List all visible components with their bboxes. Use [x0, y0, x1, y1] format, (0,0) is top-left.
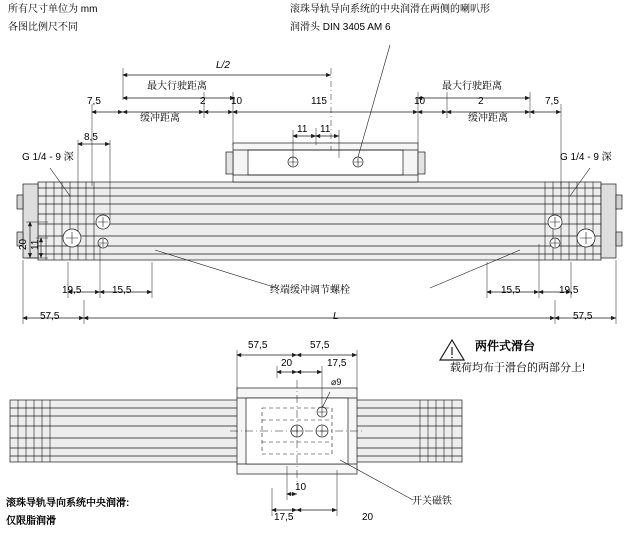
callout-lubrication-line1: 滚珠导轨导向系统的中央润滑在两侧的喇叭形 [290, 4, 490, 15]
label-buffer-right: 缓冲距离 [468, 113, 508, 124]
dim-diameter-9: ⌀9 [331, 377, 342, 387]
dim-7-5-left: 7,5 [87, 96, 101, 107]
warning-line2: 载荷均布于滑台的两部分上! [450, 362, 586, 374]
dim-2-right: 2 [478, 96, 484, 107]
warning-triangle-icon [440, 340, 464, 360]
dim-2-left: 2 [200, 96, 206, 107]
dim-11-vertical: 11 [30, 239, 41, 250]
bottom-note-line1: 滚珠导轨导向系统中央润滑: [6, 498, 130, 509]
dim-15-5-left: 15,5 [112, 285, 132, 296]
dim-b-57-5-right: 57,5 [310, 340, 330, 351]
label-thread-left: G 1/4 - 9 深 [22, 152, 74, 163]
label-max-travel-right: 最大行驶距离 [442, 81, 502, 92]
label-thread-right: G 1/4 - 9 深 [560, 152, 612, 163]
dim-57-5-right: 57,5 [573, 311, 593, 322]
dim-b-20-top: 20 [281, 358, 293, 369]
bottom-note-line2: 仅限脂润滑 [6, 516, 56, 527]
dim-57-5-left: 57,5 [40, 311, 60, 322]
dim-10-left: 10 [231, 96, 243, 107]
dim-10-right: 10 [414, 96, 426, 107]
top-view-group [17, 45, 622, 324]
dim-b-57-5-left: 57,5 [248, 340, 268, 351]
callout-lubrication-line2: 润滑头 DIN 3405 AM 6 [290, 22, 391, 33]
dim-19-5-left: 19,5 [62, 285, 82, 296]
bottom-view-group [10, 350, 462, 516]
dim-15-5-right: 15,5 [501, 285, 521, 296]
dim-8-5: 8,5 [84, 132, 98, 143]
dim-19-5-right: 19,5 [559, 285, 579, 296]
note-units-line2: 各图比例尺不同 [8, 22, 78, 33]
label-max-travel-left: 最大行驶距离 [147, 81, 207, 92]
dim-half-length: L/2 [216, 60, 230, 71]
dim-11-b: 11 [320, 124, 331, 135]
dim-b-17-5-bottom: 17,5 [274, 512, 294, 523]
warning-line1: 两件式滑台 [475, 339, 536, 353]
callout-switch-magnet: 开关磁铁 [412, 496, 452, 507]
dim-b-20-bottom: 20 [362, 512, 374, 523]
dim-b-17-5-top: 17,5 [327, 358, 347, 369]
dim-b-10: 10 [295, 482, 307, 493]
dim-20-vertical: 20 [18, 238, 29, 250]
dim-11-a: 11 [297, 124, 308, 135]
dim-total-length: L [333, 311, 339, 322]
note-units-line1: 所有尺寸单位为 mm [8, 4, 98, 15]
label-buffer-left: 缓冲距离 [140, 113, 180, 124]
dim-7-5-right: 7,5 [545, 96, 559, 107]
dim-115: 115 [311, 96, 327, 107]
callout-endstop-bolt: 终端缓冲调节螺栓 [270, 285, 350, 296]
